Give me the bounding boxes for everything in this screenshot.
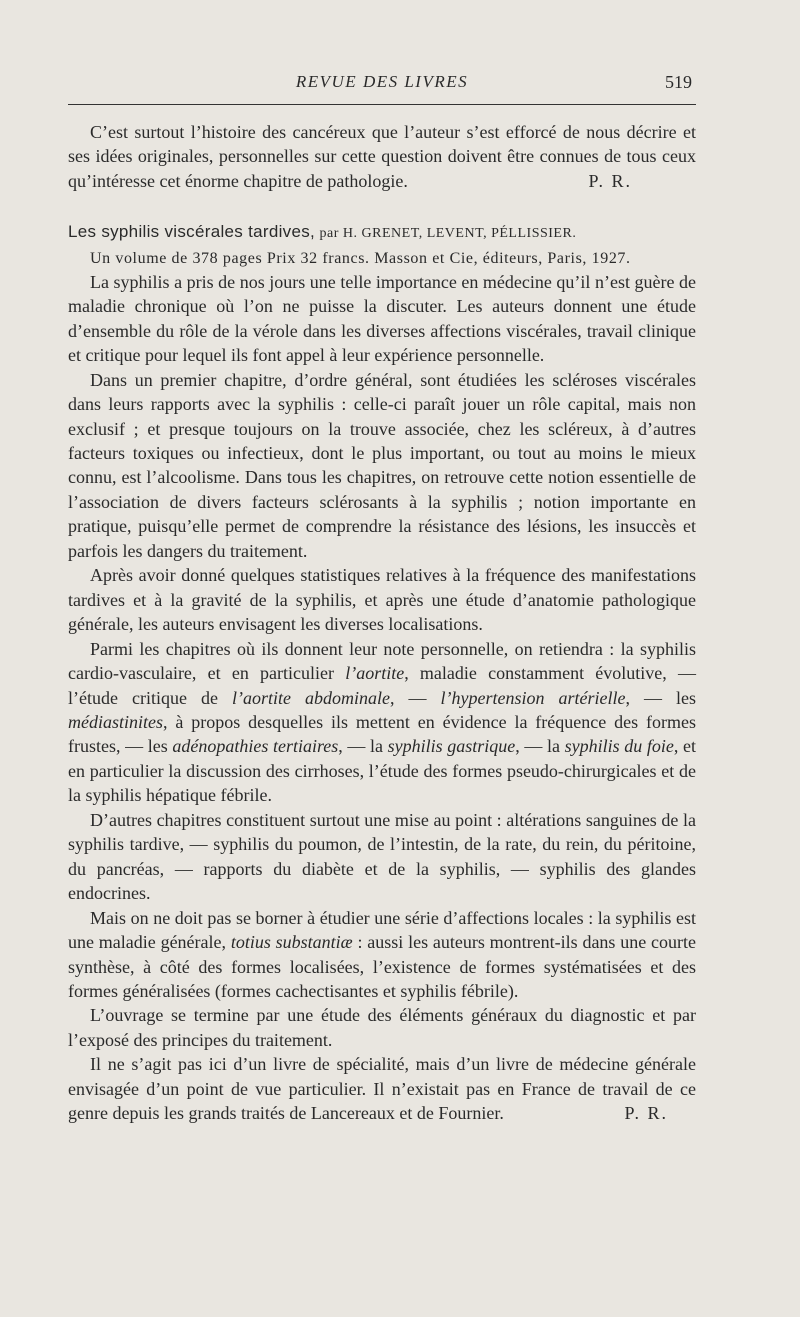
first-review-signature: P. R. xyxy=(588,170,632,191)
running-title: REVUE DES LIVRES xyxy=(295,72,469,91)
page-header xyxy=(68,72,696,100)
review-paragraph-7: L’ouvrage se termine par une étude des éléments généraux du diagnostic et par l’exposé des principes du traitement. xyxy=(68,1005,696,1050)
p4-text-8: , et en particulier la discussion des cirrhoses, l’étude des formes pseudo-chirurgicales et de la syphilis hépatique fébrile. xyxy=(68,736,696,806)
p4-text-5: , à propos desquelles ils mettent en évidence la fréquence des formes frustes, — les xyxy=(68,711,696,757)
p4-italic-aortite-abdominale: l’aortite abdominale xyxy=(231,687,390,708)
review-paragraph-1: La syphilis a pris de nos jours une telle importance en médecine qu’il n’est guère de maladie chronique où l’on ne puisse la discuter. Les auteurs donnent une étude d’ensemble du rôle de la vérole dans les diverses affections viscérales, travail clinique et critique pour lequel ils font appel à leur expérience personnelle. xyxy=(68,271,696,366)
review-authors: par H. GRENET, LEVENT, PÉLLISSIER. xyxy=(319,226,577,242)
p4-text-3: , — xyxy=(389,687,441,708)
p4-italic-aortite: l’aortite xyxy=(345,663,405,684)
review-bibliographic-info: Un volume de 378 pages Prix 32 francs. Masson et Cie, éditeurs, Paris, 1927. xyxy=(90,249,631,267)
page-body xyxy=(68,120,696,1126)
p4-italic-syphilis-du-foie: syphilis du foie xyxy=(564,736,674,757)
review-paragraph-2: Dans un premier chapitre, d’ordre général, sont étudiées les scléroses viscérales dans leurs rapports avec la syphilis : celle-ci paraît jouer un rôle capital, mais non exclusif ; et presque toujours on la trouve associée, chez les scléreux, à d’autres facteurs toxiques ou infectieux, dont le plus important, ou tout au moins le mieux connu, est l’alcoolisme. Dans tous les chapitres, on retrouve cette notion essentielle de l’association de divers facteurs sclérosants à la syphilis ; notion importante en pratique, puisqu’elle permet de comprendre la résistance des lésions, les insuccès et parfois les dangers du traitement. xyxy=(68,369,696,561)
review-paragraph-8 xyxy=(68,1052,696,1125)
p6-italic-totius: totius substantiæ xyxy=(230,932,353,953)
p6-text-2: : aussi les auteurs montrent-ils dans une courte synthèse, à côté des formes localisées, l’existence de formes systématisées et des formes généralisées (formes cachectisantes et syphilis fébrile). xyxy=(68,932,697,1001)
p4-text-7: , — la xyxy=(515,736,565,757)
review-paragraph-5: D’autres chapitres constituent surtout une mise au point : altérations sanguines de la syphilis tardive, — syphilis du poumon, de l’intestin, de la rate, du rein, du péritoine, du pancréas, — rapports du diabète et de la syphilis, — syphilis des glandes endocrines. xyxy=(68,809,696,904)
first-review-paragraph xyxy=(68,120,696,193)
review-paragraph-6 xyxy=(68,906,696,1004)
p6-text-1: Mais on ne doit pas se borner à étudier une série d’affections locales : la syphilis est une maladie générale, xyxy=(68,907,696,953)
p4-text-4: , — les xyxy=(625,687,697,708)
first-review-text: C’est surtout l’histoire des cancéreux que l’auteur s’est efforcé de nous décrire et ses idées originales, personnelles sur cette question doivent être connues de tous ceux qu’intéresse cet énorme chapitre de pathologie. xyxy=(68,122,696,191)
p4-text-6: , — la xyxy=(338,736,388,757)
header-rule xyxy=(68,104,696,105)
p4-italic-adenopathies: adénopathies tertiaires xyxy=(172,736,339,757)
p4-italic-hypertension: l’hypertension artérielle xyxy=(440,687,626,708)
p4-italic-mediastinites: médiastinites xyxy=(68,711,163,732)
review-heading xyxy=(68,219,696,246)
review-title: Les syphilis viscérales tardives, xyxy=(68,222,316,242)
p4-text-2: , maladie constamment évolutive, — l’étude critique de xyxy=(68,663,696,708)
review-paragraph-8-text: Il ne s’agit pas ici d’un livre de spécialité, mais d’un livre de médecine générale envisagée d’un point de vue particulier. Il n’existait pas en France de travail de ce genre depuis les grands traités de Lancereaux et de Fournier. xyxy=(68,1054,696,1124)
p4-text-1: Parmi les chapitres où ils donnent leur note personnelle, on retiendra : la syphilis cardio-vasculaire, et en particulier xyxy=(68,638,696,684)
second-review-signature: P. R. xyxy=(624,1103,668,1124)
p4-italic-syphilis-gastrique: syphilis gastrique xyxy=(387,736,516,757)
page-number: 519 xyxy=(665,72,692,92)
review-paragraph-4 xyxy=(68,637,696,808)
review-paragraph-3: Après avoir donné quelques statistiques relatives à la fréquence des manifestations tardives et à la gravité de la syphilis, et après une étude d’anatomie pathologique générale, les auteurs envisagent les diverses localisations. xyxy=(68,565,696,635)
